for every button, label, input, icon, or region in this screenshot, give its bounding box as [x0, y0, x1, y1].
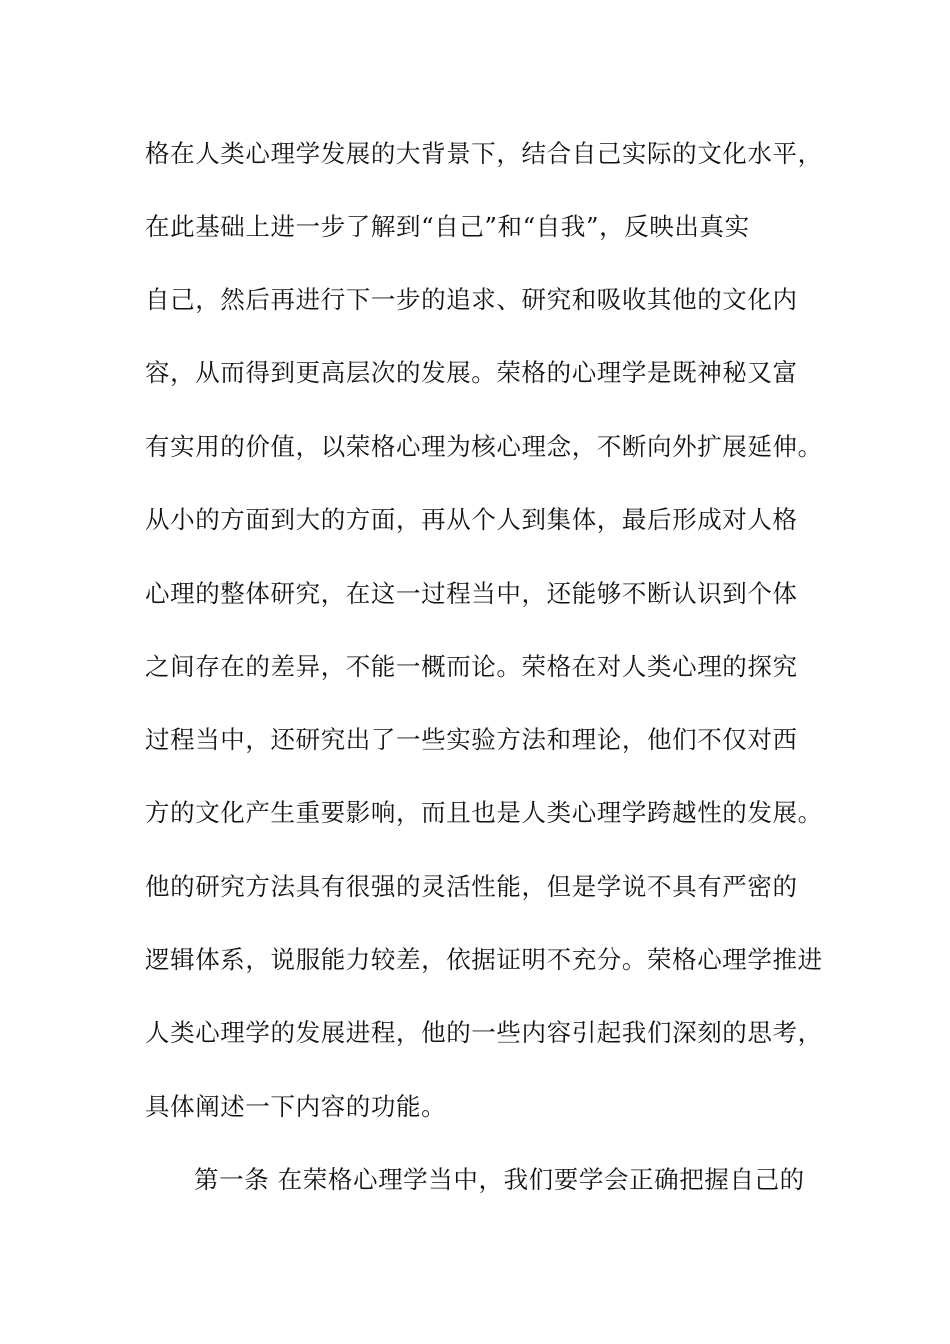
text-line: 人类心理学的发展进程，他的一些内容引起我们深刻的思考， [145, 1018, 823, 1047]
paragraph-start-line: 第一条 在荣格心理学当中，我们要学会正确把握自己的 [194, 1165, 805, 1194]
text-line: 自己，然后再进行下一步的追求、研究和吸收其他的文化内 [145, 285, 798, 314]
text-line: 具体阐述一下内容的功能。 [145, 1092, 447, 1121]
text-line: 过程当中，还研究出了一些实验方法和理论，他们不仅对西 [145, 725, 798, 754]
text-line: 格在人类心理学发展的大背景下，结合自己实际的文化水平， [145, 139, 823, 168]
text-line: 他的研究方法具有很强的灵活性能，但是学说不具有严密的 [145, 872, 798, 901]
text-line: 从小的方面到大的方面，再从个人到集体，最后形成对人格 [145, 505, 798, 534]
text-line: 方的文化产生重要影响，而且也是人类心理学跨越性的发展。 [145, 798, 823, 827]
text-line: 容，从而得到更高层次的发展。荣格的心理学是既神秘又富 [145, 358, 798, 387]
text-line: 逻辑体系，说服能力较差，依据证明不充分。荣格心理学推进 [145, 945, 823, 974]
text-line: 有实用的价值，以荣格心理为核心理念，不断向外扩展延伸。 [145, 432, 823, 461]
text-line: 之间存在的差异，不能一概而论。荣格在对人类心理的探究 [145, 652, 798, 681]
text-line: 在此基础上进一步了解到“自己”和“自我”，反映出真实 [145, 212, 750, 241]
text-line: 心理的整体研究，在这一过程当中，还能够不断认识到个体 [145, 579, 798, 608]
